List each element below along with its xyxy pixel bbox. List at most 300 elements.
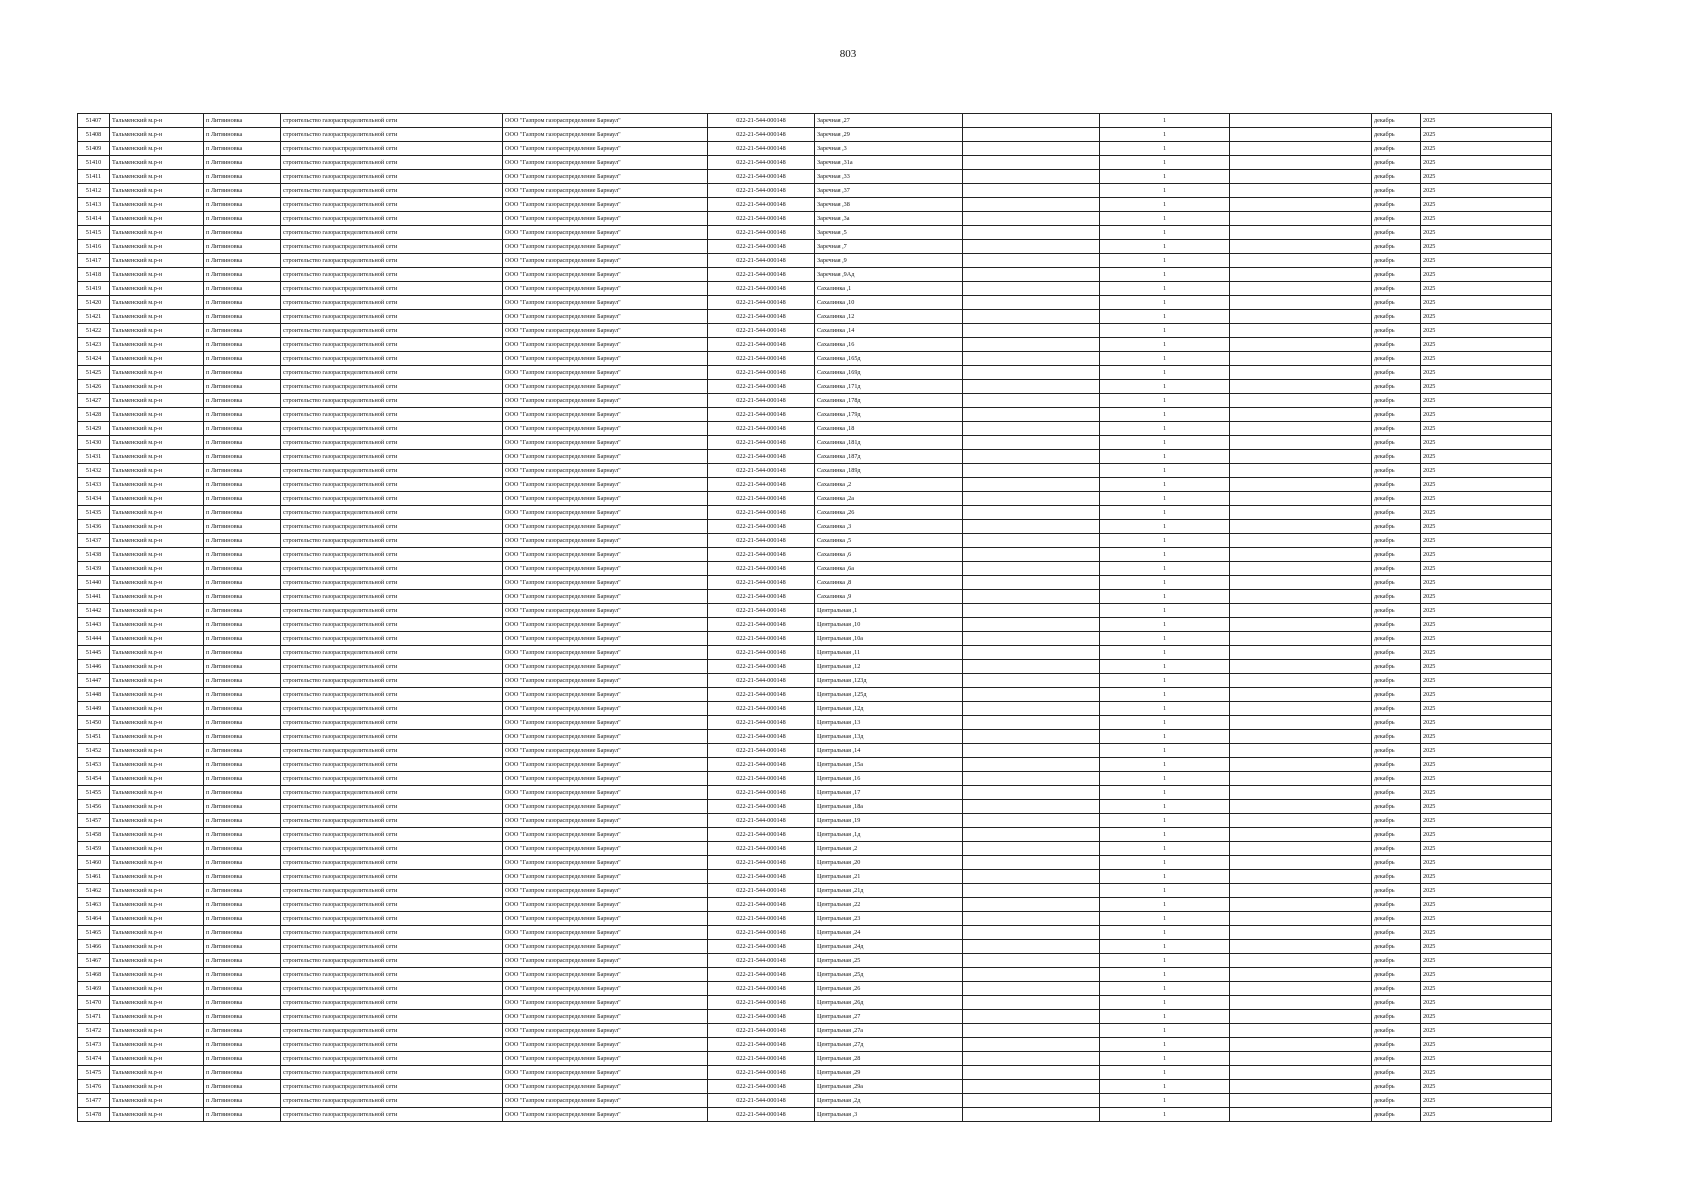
cell-blank2 xyxy=(1230,1066,1372,1080)
cell-address: Сахалинка ,165д xyxy=(815,352,963,366)
cell-work: строительство газораспределительной сети xyxy=(281,716,503,730)
cell-blank1 xyxy=(963,1052,1100,1066)
cell-village: п Литвиновка xyxy=(204,1038,281,1052)
cell-qty: 1 xyxy=(1100,548,1230,562)
cell-village: п Литвиновка xyxy=(204,954,281,968)
table-row xyxy=(78,184,1552,198)
cell-code: 022-21-544-000148 xyxy=(708,842,815,856)
cell-blank1 xyxy=(963,772,1100,786)
cell-work: строительство газораспределительной сети xyxy=(281,688,503,702)
cell-district: Тальменский м.р-н xyxy=(110,898,204,912)
cell-year: 2025 xyxy=(1421,156,1552,170)
cell-year: 2025 xyxy=(1421,352,1552,366)
cell-num: 51456 xyxy=(78,800,110,814)
cell-village: п Литвиновка xyxy=(204,926,281,940)
cell-year: 2025 xyxy=(1421,128,1552,142)
cell-address: Центральная ,29 xyxy=(815,1066,963,1080)
cell-qty: 1 xyxy=(1100,1010,1230,1024)
cell-address: Сахалинка ,6а xyxy=(815,562,963,576)
cell-org: ООО "Газпром газораспределение Барнаул" xyxy=(503,506,708,520)
cell-blank1 xyxy=(963,1080,1100,1094)
cell-num: 51450 xyxy=(78,716,110,730)
table-row xyxy=(78,646,1552,660)
cell-year: 2025 xyxy=(1421,198,1552,212)
cell-district: Тальменский м.р-н xyxy=(110,240,204,254)
cell-work: строительство газораспределительной сети xyxy=(281,464,503,478)
cell-district: Тальменский м.р-н xyxy=(110,716,204,730)
cell-month: декабрь xyxy=(1372,296,1421,310)
cell-address: Заречная ,9 xyxy=(815,254,963,268)
cell-qty: 1 xyxy=(1100,520,1230,534)
cell-org: ООО "Газпром газораспределение Барнаул" xyxy=(503,912,708,926)
cell-work: строительство газораспределительной сети xyxy=(281,380,503,394)
cell-qty: 1 xyxy=(1100,142,1230,156)
cell-month: декабрь xyxy=(1372,450,1421,464)
cell-work: строительство газораспределительной сети xyxy=(281,604,503,618)
cell-address: Заречная ,38 xyxy=(815,198,963,212)
cell-village: п Литвиновка xyxy=(204,282,281,296)
cell-num: 51466 xyxy=(78,940,110,954)
cell-blank1 xyxy=(963,632,1100,646)
cell-blank2 xyxy=(1230,520,1372,534)
cell-village: п Литвиновка xyxy=(204,366,281,380)
cell-code: 022-21-544-000148 xyxy=(708,268,815,282)
cell-num: 51473 xyxy=(78,1038,110,1052)
cell-district: Тальменский м.р-н xyxy=(110,604,204,618)
cell-district: Тальменский м.р-н xyxy=(110,926,204,940)
cell-village: п Литвиновка xyxy=(204,688,281,702)
cell-blank1 xyxy=(963,856,1100,870)
cell-qty: 1 xyxy=(1100,702,1230,716)
cell-blank2 xyxy=(1230,940,1372,954)
cell-year: 2025 xyxy=(1421,660,1552,674)
table-row xyxy=(78,254,1552,268)
cell-org: ООО "Газпром газораспределение Барнаул" xyxy=(503,142,708,156)
cell-district: Тальменский м.р-н xyxy=(110,1108,204,1122)
cell-work: строительство газораспределительной сети xyxy=(281,940,503,954)
cell-year: 2025 xyxy=(1421,576,1552,590)
cell-blank2 xyxy=(1230,716,1372,730)
cell-qty: 1 xyxy=(1100,114,1230,128)
cell-year: 2025 xyxy=(1421,450,1552,464)
cell-year: 2025 xyxy=(1421,954,1552,968)
cell-address: Центральная ,10 xyxy=(815,618,963,632)
cell-qty: 1 xyxy=(1100,226,1230,240)
cell-blank1 xyxy=(963,520,1100,534)
cell-village: п Литвиновка xyxy=(204,408,281,422)
cell-village: п Литвиновка xyxy=(204,1010,281,1024)
cell-blank2 xyxy=(1230,1010,1372,1024)
cell-year: 2025 xyxy=(1421,394,1552,408)
cell-address: Центральная ,16 xyxy=(815,772,963,786)
cell-address: Центральная ,29а xyxy=(815,1080,963,1094)
cell-year: 2025 xyxy=(1421,590,1552,604)
cell-blank1 xyxy=(963,1094,1100,1108)
cell-org: ООО "Газпром газораспределение Барнаул" xyxy=(503,324,708,338)
cell-qty: 1 xyxy=(1100,296,1230,310)
cell-district: Тальменский м.р-н xyxy=(110,940,204,954)
cell-blank2 xyxy=(1230,898,1372,912)
cell-year: 2025 xyxy=(1421,212,1552,226)
cell-blank2 xyxy=(1230,814,1372,828)
cell-code: 022-21-544-000148 xyxy=(708,366,815,380)
cell-district: Тальменский м.р-н xyxy=(110,576,204,590)
cell-village: п Литвиновка xyxy=(204,618,281,632)
cell-year: 2025 xyxy=(1421,226,1552,240)
table-row xyxy=(78,786,1552,800)
cell-work: строительство газораспределительной сети xyxy=(281,254,503,268)
cell-work: строительство газораспределительной сети xyxy=(281,898,503,912)
cell-year: 2025 xyxy=(1421,884,1552,898)
cell-village: п Литвиновка xyxy=(204,576,281,590)
cell-blank2 xyxy=(1230,800,1372,814)
cell-district: Тальменский м.р-н xyxy=(110,814,204,828)
cell-month: декабрь xyxy=(1372,506,1421,520)
cell-address: Сахалинка ,189д xyxy=(815,464,963,478)
cell-code: 022-21-544-000148 xyxy=(708,814,815,828)
cell-blank2 xyxy=(1230,422,1372,436)
cell-blank2 xyxy=(1230,842,1372,856)
cell-village: п Литвиновка xyxy=(204,1052,281,1066)
table-row xyxy=(78,198,1552,212)
cell-code: 022-21-544-000148 xyxy=(708,674,815,688)
cell-month: декабрь xyxy=(1372,898,1421,912)
cell-district: Тальменский м.р-н xyxy=(110,562,204,576)
cell-org: ООО "Газпром газораспределение Барнаул" xyxy=(503,1066,708,1080)
cell-district: Тальменский м.р-н xyxy=(110,842,204,856)
cell-code: 022-21-544-000148 xyxy=(708,296,815,310)
cell-qty: 1 xyxy=(1100,1080,1230,1094)
cell-org: ООО "Газпром газораспределение Барнаул" xyxy=(503,380,708,394)
cell-blank1 xyxy=(963,660,1100,674)
cell-blank1 xyxy=(963,898,1100,912)
cell-village: п Литвиновка xyxy=(204,800,281,814)
cell-district: Тальменский м.р-н xyxy=(110,450,204,464)
cell-code: 022-21-544-000148 xyxy=(708,478,815,492)
cell-num: 51461 xyxy=(78,870,110,884)
cell-district: Тальменский м.р-н xyxy=(110,310,204,324)
cell-village: п Литвиновка xyxy=(204,170,281,184)
cell-org: ООО "Газпром газораспределение Барнаул" xyxy=(503,1024,708,1038)
cell-address: Заречная ,29 xyxy=(815,128,963,142)
cell-district: Тальменский м.р-н xyxy=(110,142,204,156)
cell-blank2 xyxy=(1230,352,1372,366)
cell-qty: 1 xyxy=(1100,646,1230,660)
cell-qty: 1 xyxy=(1100,198,1230,212)
cell-village: п Литвиновка xyxy=(204,142,281,156)
table-row xyxy=(78,436,1552,450)
cell-blank1 xyxy=(963,576,1100,590)
cell-blank2 xyxy=(1230,912,1372,926)
cell-month: декабрь xyxy=(1372,940,1421,954)
cell-blank2 xyxy=(1230,212,1372,226)
cell-org: ООО "Газпром газораспределение Барнаул" xyxy=(503,352,708,366)
cell-work: строительство газораспределительной сети xyxy=(281,870,503,884)
cell-year: 2025 xyxy=(1421,730,1552,744)
cell-year: 2025 xyxy=(1421,758,1552,772)
cell-qty: 1 xyxy=(1100,562,1230,576)
cell-district: Тальменский м.р-н xyxy=(110,1052,204,1066)
cell-org: ООО "Газпром газораспределение Барнаул" xyxy=(503,114,708,128)
cell-work: строительство газораспределительной сети xyxy=(281,268,503,282)
cell-district: Тальменский м.р-н xyxy=(110,1038,204,1052)
cell-month: декабрь xyxy=(1372,1108,1421,1122)
cell-org: ООО "Газпром газораспределение Барнаул" xyxy=(503,240,708,254)
table-row xyxy=(78,128,1552,142)
cell-num: 51446 xyxy=(78,660,110,674)
cell-year: 2025 xyxy=(1421,772,1552,786)
cell-work: строительство газораспределительной сети xyxy=(281,912,503,926)
cell-code: 022-21-544-000148 xyxy=(708,772,815,786)
cell-num: 51422 xyxy=(78,324,110,338)
cell-year: 2025 xyxy=(1421,702,1552,716)
cell-year: 2025 xyxy=(1421,1010,1552,1024)
cell-blank1 xyxy=(963,464,1100,478)
table-row xyxy=(78,996,1552,1010)
cell-org: ООО "Газпром газораспределение Барнаул" xyxy=(503,604,708,618)
table-row xyxy=(78,156,1552,170)
cell-qty: 1 xyxy=(1100,940,1230,954)
cell-org: ООО "Газпром газораспределение Барнаул" xyxy=(503,800,708,814)
cell-year: 2025 xyxy=(1421,940,1552,954)
table-row xyxy=(78,884,1552,898)
cell-month: декабрь xyxy=(1372,674,1421,688)
cell-address: Сахалинка ,16 xyxy=(815,338,963,352)
cell-code: 022-21-544-000148 xyxy=(708,226,815,240)
cell-village: п Литвиновка xyxy=(204,982,281,996)
cell-district: Тальменский м.р-н xyxy=(110,730,204,744)
cell-village: п Литвиновка xyxy=(204,744,281,758)
cell-address: Центральная ,17 xyxy=(815,786,963,800)
cell-code: 022-21-544-000148 xyxy=(708,800,815,814)
cell-blank2 xyxy=(1230,828,1372,842)
cell-blank1 xyxy=(963,842,1100,856)
cell-year: 2025 xyxy=(1421,800,1552,814)
cell-village: п Литвиновка xyxy=(204,310,281,324)
cell-address: Центральная ,19 xyxy=(815,814,963,828)
table-row xyxy=(78,562,1552,576)
cell-blank1 xyxy=(963,1010,1100,1024)
table-row xyxy=(78,464,1552,478)
cell-year: 2025 xyxy=(1421,240,1552,254)
cell-work: строительство газораспределительной сети xyxy=(281,576,503,590)
cell-month: декабрь xyxy=(1372,744,1421,758)
cell-code: 022-21-544-000148 xyxy=(708,198,815,212)
cell-work: строительство газораспределительной сети xyxy=(281,548,503,562)
cell-blank1 xyxy=(963,282,1100,296)
cell-district: Тальменский м.р-н xyxy=(110,380,204,394)
cell-blank2 xyxy=(1230,436,1372,450)
cell-month: декабрь xyxy=(1372,268,1421,282)
cell-qty: 1 xyxy=(1100,156,1230,170)
cell-code: 022-21-544-000148 xyxy=(708,506,815,520)
cell-month: декабрь xyxy=(1372,380,1421,394)
table-row xyxy=(78,772,1552,786)
cell-code: 022-21-544-000148 xyxy=(708,338,815,352)
table-row xyxy=(78,674,1552,688)
cell-num: 51426 xyxy=(78,380,110,394)
cell-month: декабрь xyxy=(1372,912,1421,926)
cell-address: Сахалинка ,181д xyxy=(815,436,963,450)
cell-qty: 1 xyxy=(1100,1052,1230,1066)
cell-year: 2025 xyxy=(1421,338,1552,352)
cell-code: 022-21-544-000148 xyxy=(708,1024,815,1038)
cell-num: 51427 xyxy=(78,394,110,408)
cell-qty: 1 xyxy=(1100,366,1230,380)
cell-work: строительство газораспределительной сети xyxy=(281,184,503,198)
cell-code: 022-21-544-000148 xyxy=(708,128,815,142)
cell-month: декабрь xyxy=(1372,114,1421,128)
cell-blank2 xyxy=(1230,170,1372,184)
cell-org: ООО "Газпром газораспределение Барнаул" xyxy=(503,940,708,954)
cell-work: строительство газораспределительной сети xyxy=(281,1094,503,1108)
cell-work: строительство газораспределительной сети xyxy=(281,450,503,464)
cell-num: 51410 xyxy=(78,156,110,170)
cell-qty: 1 xyxy=(1100,450,1230,464)
cell-qty: 1 xyxy=(1100,590,1230,604)
cell-address: Заречная ,3а xyxy=(815,212,963,226)
cell-blank2 xyxy=(1230,128,1372,142)
cell-year: 2025 xyxy=(1421,324,1552,338)
cell-month: декабрь xyxy=(1372,338,1421,352)
cell-year: 2025 xyxy=(1421,828,1552,842)
cell-blank2 xyxy=(1230,366,1372,380)
cell-village: п Литвиновка xyxy=(204,198,281,212)
cell-district: Тальменский м.р-н xyxy=(110,618,204,632)
cell-district: Тальменский м.р-н xyxy=(110,968,204,982)
cell-qty: 1 xyxy=(1100,898,1230,912)
cell-work: строительство газораспределительной сети xyxy=(281,170,503,184)
cell-blank1 xyxy=(963,744,1100,758)
cell-address: Заречная ,33 xyxy=(815,170,963,184)
cell-code: 022-21-544-000148 xyxy=(708,1094,815,1108)
cell-work: строительство газораспределительной сети xyxy=(281,1108,503,1122)
cell-district: Тальменский м.р-н xyxy=(110,982,204,996)
cell-year: 2025 xyxy=(1421,898,1552,912)
cell-blank2 xyxy=(1230,996,1372,1010)
cell-blank1 xyxy=(963,1108,1100,1122)
cell-blank1 xyxy=(963,240,1100,254)
cell-village: п Литвиновка xyxy=(204,226,281,240)
cell-code: 022-21-544-000148 xyxy=(708,604,815,618)
cell-work: строительство газораспределительной сети xyxy=(281,828,503,842)
cell-village: п Литвиновка xyxy=(204,940,281,954)
cell-blank1 xyxy=(963,716,1100,730)
cell-month: декабрь xyxy=(1372,254,1421,268)
cell-month: декабрь xyxy=(1372,128,1421,142)
cell-address: Центральная ,12 xyxy=(815,660,963,674)
cell-code: 022-21-544-000148 xyxy=(708,1108,815,1122)
cell-address: Центральная ,13д xyxy=(815,730,963,744)
cell-num: 51448 xyxy=(78,688,110,702)
cell-num: 51437 xyxy=(78,534,110,548)
cell-month: декабрь xyxy=(1372,646,1421,660)
cell-qty: 1 xyxy=(1100,408,1230,422)
cell-qty: 1 xyxy=(1100,688,1230,702)
cell-address: Центральная ,125д xyxy=(815,688,963,702)
cell-address: Центральная ,13 xyxy=(815,716,963,730)
cell-month: декабрь xyxy=(1372,1024,1421,1038)
table-row xyxy=(78,618,1552,632)
cell-work: строительство газораспределительной сети xyxy=(281,436,503,450)
cell-blank1 xyxy=(963,324,1100,338)
cell-blank1 xyxy=(963,1066,1100,1080)
cell-blank1 xyxy=(963,912,1100,926)
cell-village: п Литвиновка xyxy=(204,996,281,1010)
table-row xyxy=(78,758,1552,772)
cell-org: ООО "Газпром газораспределение Барнаул" xyxy=(503,828,708,842)
cell-address: Центральная ,21д xyxy=(815,884,963,898)
cell-village: п Литвиновка xyxy=(204,884,281,898)
cell-address: Центральная ,24 xyxy=(815,926,963,940)
cell-month: декабрь xyxy=(1372,1066,1421,1080)
cell-address: Сахалинка ,169д xyxy=(815,366,963,380)
cell-code: 022-21-544-000148 xyxy=(708,590,815,604)
cell-code: 022-21-544-000148 xyxy=(708,394,815,408)
cell-qty: 1 xyxy=(1100,912,1230,926)
cell-qty: 1 xyxy=(1100,184,1230,198)
table-row xyxy=(78,352,1552,366)
table-row xyxy=(78,926,1552,940)
cell-village: п Литвиновка xyxy=(204,128,281,142)
cell-month: декабрь xyxy=(1372,982,1421,996)
cell-num: 51419 xyxy=(78,282,110,296)
cell-qty: 1 xyxy=(1100,282,1230,296)
table-row xyxy=(78,1052,1552,1066)
cell-work: строительство газораспределительной сети xyxy=(281,590,503,604)
cell-address: Центральная ,2 xyxy=(815,842,963,856)
cell-qty: 1 xyxy=(1100,436,1230,450)
cell-year: 2025 xyxy=(1421,926,1552,940)
cell-org: ООО "Газпром газораспределение Барнаул" xyxy=(503,758,708,772)
cell-num: 51432 xyxy=(78,464,110,478)
cell-district: Тальменский м.р-н xyxy=(110,660,204,674)
cell-qty: 1 xyxy=(1100,982,1230,996)
table-row xyxy=(78,940,1552,954)
cell-month: декабрь xyxy=(1372,212,1421,226)
cell-work: строительство газораспределительной сети xyxy=(281,310,503,324)
cell-work: строительство газораспределительной сети xyxy=(281,1024,503,1038)
cell-blank1 xyxy=(963,758,1100,772)
table-row xyxy=(78,226,1552,240)
cell-qty: 1 xyxy=(1100,828,1230,842)
cell-address: Сахалинка ,8 xyxy=(815,576,963,590)
cell-village: п Литвиновка xyxy=(204,716,281,730)
table-row xyxy=(78,408,1552,422)
cell-num: 51468 xyxy=(78,968,110,982)
cell-num: 51462 xyxy=(78,884,110,898)
cell-blank2 xyxy=(1230,156,1372,170)
cell-address: Центральная ,11 xyxy=(815,646,963,660)
cell-month: декабрь xyxy=(1372,324,1421,338)
cell-org: ООО "Газпром газораспределение Барнаул" xyxy=(503,310,708,324)
cell-blank2 xyxy=(1230,982,1372,996)
table-row xyxy=(78,212,1552,226)
cell-village: п Литвиновка xyxy=(204,828,281,842)
cell-year: 2025 xyxy=(1421,744,1552,758)
cell-address: Сахалинка ,9 xyxy=(815,590,963,604)
cell-blank2 xyxy=(1230,408,1372,422)
cell-work: строительство газораспределительной сети xyxy=(281,422,503,436)
cell-org: ООО "Газпром газораспределение Барнаул" xyxy=(503,1094,708,1108)
cell-blank2 xyxy=(1230,758,1372,772)
cell-address: Центральная ,27а xyxy=(815,1024,963,1038)
cell-year: 2025 xyxy=(1421,968,1552,982)
cell-year: 2025 xyxy=(1421,674,1552,688)
cell-code: 022-21-544-000148 xyxy=(708,702,815,716)
cell-district: Тальменский м.р-н xyxy=(110,436,204,450)
cell-blank2 xyxy=(1230,184,1372,198)
